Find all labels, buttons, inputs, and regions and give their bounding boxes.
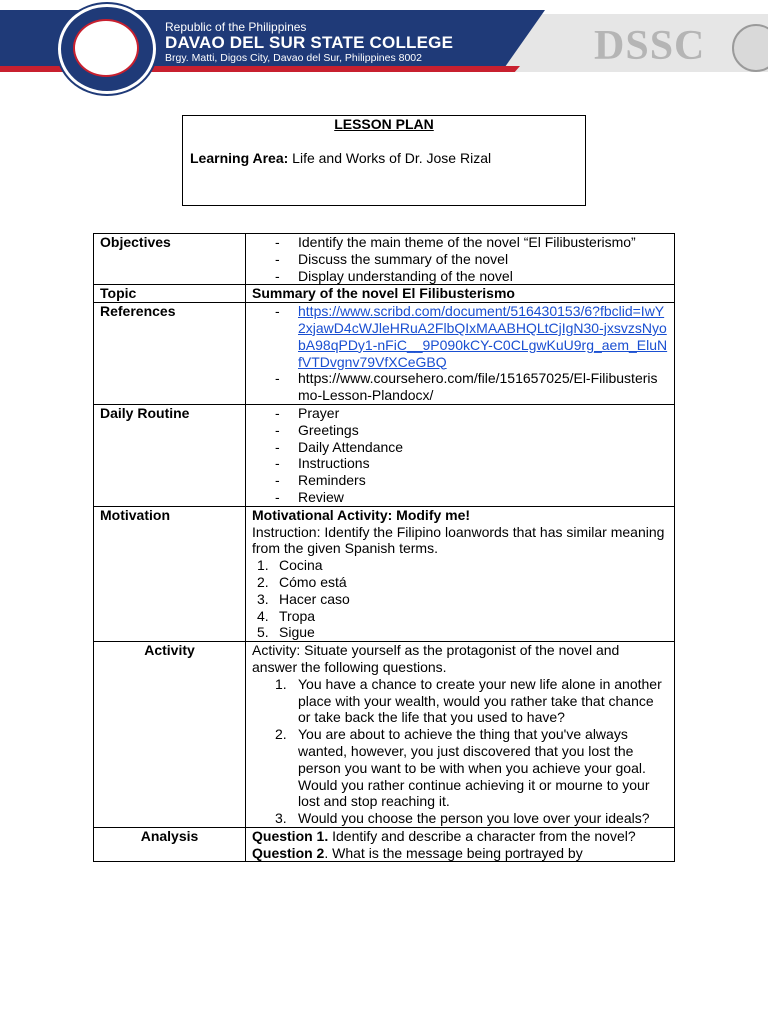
- learning-area-value: Life and Works of Dr. Jose Rizal: [288, 150, 492, 166]
- header-acronym-logo: DSSC: [594, 23, 706, 69]
- references-label: References: [94, 303, 246, 405]
- reference-item: [252, 303, 668, 370]
- activity-question: 2. You are about to achieve the thing that you've always wanted, however, you just discovered that you lost the person you want to be with when you achieve your goal. Would you rather continue achieving it or mourne to your lost and stop reaching it.: [275, 726, 650, 810]
- reference-item: - https://www.coursehero.com/file/151657025/El-Filibusterismo-Lesson-Plandocx/: [252, 370, 668, 404]
- lesson-plan-title-box: [182, 115, 586, 206]
- college-header: [0, 0, 768, 88]
- analysis-content: [246, 827, 675, 862]
- motivation-heading: Motivational Activity: Modify me!: [252, 506, 471, 523]
- routine-item: - Daily Attendance: [252, 439, 668, 456]
- objectives-content: [246, 234, 675, 285]
- topic-label: Topic: [94, 285, 246, 303]
- analysis-question-2: Question 2. What is the message being portrayed by: [252, 844, 583, 861]
- spanish-term-item: 5. Sigue: [257, 624, 315, 641]
- routine-item: - Reminders: [252, 472, 668, 489]
- objectives-label: Objectives: [94, 234, 246, 285]
- motivation-content: [246, 506, 675, 641]
- table-row-analysis: [94, 827, 675, 862]
- table-row-objectives: [94, 234, 675, 285]
- daily-routine-content: [246, 404, 675, 506]
- daily-routine-label: Daily Routine: [94, 404, 246, 506]
- routine-item: - Greetings: [252, 422, 668, 439]
- activity-label: Activity: [94, 642, 246, 828]
- objective-item: - Identify the main theme of the novel “El Filibusterismo”: [252, 234, 668, 251]
- seal-emblem: [73, 19, 139, 77]
- table-row-topic: [94, 285, 675, 303]
- analysis-label: Analysis: [94, 827, 246, 862]
- learning-area-label: Learning Area:: [190, 150, 289, 166]
- table-row-references: [94, 303, 675, 405]
- objective-item: - Discuss the summary of the novel: [252, 251, 668, 268]
- spanish-term-item: 1. Cocina: [257, 557, 323, 574]
- reference-link-scribd[interactable]: https://www.scribd.com/document/516430153/6?fbclid=IwY2xjawD4cWJleHRuA2FlbQIxMAABHQLtCjIgN30-jxsvzsNyobA98qPDy1-nFiC__9P090kCY-C0CLgwKuU9rg_aem_EluNfVTDvgnv79VfXCeGBQ: [298, 303, 668, 370]
- spanish-term-item: 2. Cómo está: [257, 573, 347, 590]
- objective-item: - Display understanding of the novel: [252, 268, 668, 285]
- table-row-motivation: [94, 506, 675, 641]
- analysis-question-1: Question 1. Identify and describe a character from the novel?: [252, 827, 636, 844]
- spanish-term-item: 4. Tropa: [257, 607, 316, 624]
- college-seal-logo: [58, 4, 156, 94]
- routine-item: - Instructions: [252, 455, 668, 472]
- spanish-term-item: 3. Hacer caso: [257, 590, 350, 607]
- header-college-name: DAVAO DEL SUR STATE COLLEGE: [165, 33, 454, 52]
- activity-content: [246, 642, 675, 828]
- references-content: [246, 303, 675, 405]
- activity-question: 1. You have a chance to create your new life alone in another place with your wealth, would you rather take that chance or take back the life that you used to have?: [275, 675, 662, 726]
- lesson-plan-table: [93, 233, 675, 862]
- activity-question: 3. Would you choose the person you love over your ideals?: [275, 810, 650, 827]
- routine-item: - Prayer: [252, 405, 668, 422]
- lesson-plan-title: LESSON PLAN: [334, 116, 434, 132]
- topic-value: Summary of the novel El Filibusterismo: [246, 285, 675, 303]
- activity-intro: Activity: Situate yourself as the protagonist of the novel and answer the following questions.: [252, 642, 620, 675]
- table-row-daily-routine: [94, 404, 675, 506]
- motivation-instruction: Instruction: Identify the Filipino loanwords that has similar meaning from the given Spanish terms.: [252, 523, 665, 557]
- header-address: Brgy. Matti, Digos City, Davao del Sur, Philippines 8002: [165, 52, 422, 64]
- header-republic: Republic of the Philippines: [165, 20, 307, 34]
- motivation-label: Motivation: [94, 506, 246, 641]
- learning-area: [190, 150, 491, 166]
- routine-item: - Review: [252, 489, 668, 506]
- table-row-activity: [94, 642, 675, 828]
